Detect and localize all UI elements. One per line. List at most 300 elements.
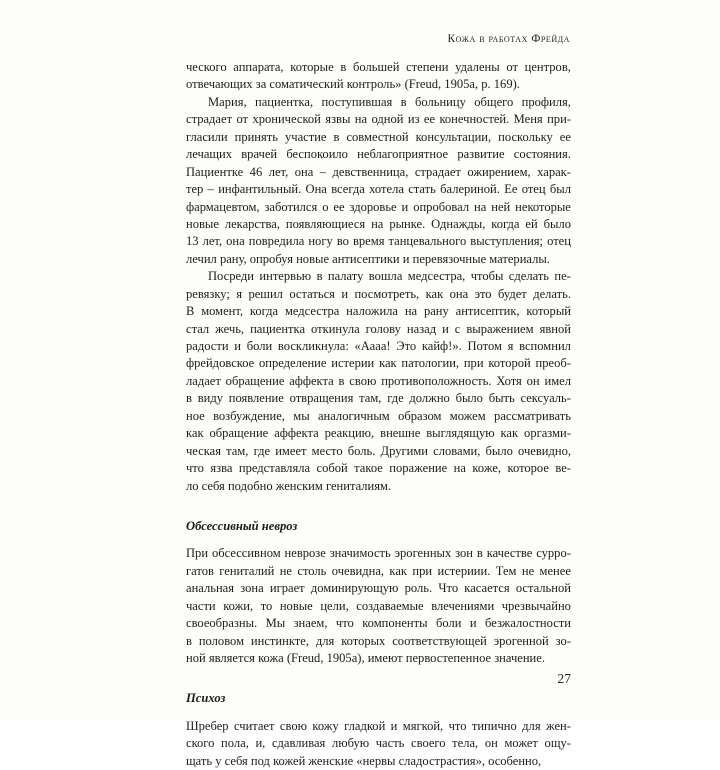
word: хотела [369, 182, 404, 197]
word: должно [409, 391, 450, 406]
word: выражением [466, 321, 534, 336]
text-line [186, 303, 571, 320]
word: как [500, 426, 519, 441]
word: во [336, 234, 349, 249]
word: качестве [486, 546, 533, 561]
word: считает [233, 718, 275, 733]
word: – [319, 164, 327, 179]
paragraph [186, 718, 571, 770]
word: палату [327, 269, 364, 284]
word: от [236, 112, 249, 127]
word: обращение [225, 373, 285, 388]
word: мягкой, [402, 718, 444, 733]
word: гатов [186, 563, 214, 578]
word: состояния. [513, 147, 571, 162]
word: принять [234, 129, 279, 144]
word: лекарства, [224, 216, 280, 231]
word: балериной. [440, 182, 500, 197]
word: от [506, 60, 518, 74]
word: влечениями [431, 598, 495, 613]
word: и [341, 286, 349, 301]
word: она [226, 234, 245, 249]
word: Тем [495, 563, 517, 578]
text-line [186, 598, 571, 615]
word: истерии [331, 356, 375, 371]
word: обращение [209, 426, 269, 441]
word: рынке. [389, 216, 426, 231]
word: Посреди [208, 269, 254, 284]
word: фрейдовское [186, 356, 255, 371]
word: и [469, 616, 477, 631]
word: которые [290, 60, 334, 74]
word: новые [186, 216, 219, 231]
word: решил [248, 286, 283, 301]
word: будет [497, 286, 527, 301]
word: больницу [414, 94, 466, 109]
text-line [186, 59, 571, 76]
word: коже, [472, 461, 502, 476]
word: своего [411, 736, 446, 751]
word: голову [365, 321, 401, 336]
word: Что [438, 581, 459, 596]
word: кожи, [223, 598, 254, 613]
word: эрогенной [493, 633, 549, 648]
word: гладкой [344, 718, 386, 733]
word: на [474, 199, 487, 214]
word: ревязку; [186, 286, 230, 301]
word: возбуждение, [213, 408, 285, 423]
word: отвращения [289, 391, 354, 406]
paragraph [186, 545, 571, 667]
text-line: щать у себя под кожей женские «нервы сладострастия», особенно, [186, 753, 542, 768]
text-line [186, 216, 571, 233]
word: большей [353, 60, 400, 74]
word: степени [406, 60, 449, 74]
text-line [186, 735, 571, 752]
word: на [453, 461, 466, 476]
word: преоб- [535, 356, 571, 371]
word: опробовал [413, 199, 470, 214]
word: удалены [455, 60, 500, 74]
word: боли [246, 339, 273, 353]
word: наложила [346, 304, 399, 319]
word: оргазми- [524, 426, 571, 441]
word: я [507, 339, 514, 353]
word: как [389, 563, 407, 578]
word: в [186, 391, 192, 406]
word: когда [249, 304, 279, 319]
word: Однажды, [431, 216, 486, 231]
word: своеобразны. [186, 616, 258, 631]
word: Хотя [496, 373, 522, 388]
spacer [186, 535, 571, 545]
word: мы [293, 408, 310, 423]
text-line [186, 146, 571, 163]
word: хронической [252, 112, 321, 127]
word: на [354, 112, 368, 127]
word: которой [488, 356, 531, 371]
word: соответствующей [392, 633, 487, 648]
word: поражение [389, 461, 448, 476]
word: ве- [555, 461, 571, 476]
word: ее [559, 129, 571, 144]
word: где [253, 443, 271, 458]
word: консультации, [415, 129, 492, 144]
word: танцевального [388, 234, 467, 249]
word: было [543, 216, 571, 231]
word: девственница, [332, 164, 409, 179]
word: при [412, 563, 433, 578]
text-line [186, 425, 571, 442]
word: появляющиеся [285, 216, 366, 231]
text-line [186, 633, 571, 650]
word: на [371, 216, 384, 231]
text-line [186, 94, 571, 111]
text-line [186, 268, 571, 285]
paragraph [186, 268, 571, 495]
word: страдает [186, 112, 233, 127]
word: тела, [452, 736, 479, 751]
word: было [485, 443, 513, 458]
word: сдавливая [271, 736, 326, 751]
word: зона [240, 581, 264, 596]
word: не [521, 563, 535, 578]
word: ожирением, [467, 164, 531, 179]
word: где [387, 391, 404, 406]
word: пола, [221, 736, 249, 751]
word: остальной [515, 581, 571, 596]
text-line [186, 338, 571, 355]
word: Мария, [208, 94, 247, 109]
word: то [260, 598, 273, 613]
word: 13 [186, 234, 199, 249]
word: пациентка, [255, 94, 314, 109]
word: половом [198, 633, 245, 648]
word: было [455, 391, 483, 406]
word: неблагоприятное [357, 147, 449, 162]
word: стать [408, 182, 436, 197]
text-line [186, 355, 571, 372]
word: там, [359, 391, 382, 406]
text-line: лечил рану, опробуя новые антисептики и перевязочные материалы. [186, 251, 550, 266]
word: медсестра, [407, 269, 466, 284]
word: сексуаль- [520, 391, 571, 406]
word: некоторые [515, 199, 571, 214]
word: аналогичным [317, 408, 390, 423]
word: выступления; [470, 234, 544, 249]
word: лет, [202, 234, 223, 249]
text-line [186, 408, 571, 425]
text-line [186, 443, 571, 460]
word: части [186, 598, 216, 613]
word: для [522, 718, 541, 733]
word: жен- [545, 718, 571, 733]
word: Другими [380, 443, 428, 458]
text-line [186, 111, 571, 128]
word: что [335, 616, 354, 631]
word: обсессивном [211, 546, 281, 561]
word: в [186, 633, 192, 648]
text-line: ной является кожа (Freud, 1905a), имеют первостепенное значение. [186, 651, 545, 666]
word: ее [423, 112, 436, 127]
word: выглядящую [426, 426, 495, 441]
word: Меня [513, 112, 543, 127]
word: беспокоило [286, 147, 348, 162]
word: что [186, 461, 204, 476]
word: посмотреть, [354, 286, 420, 301]
text-line [186, 615, 571, 632]
text-line: ло себя подобно женским гениталиям. [186, 478, 392, 493]
word: новые [279, 598, 313, 613]
word: развитие [457, 147, 505, 162]
word: инфантильный. [218, 182, 302, 197]
word: назад [406, 321, 437, 336]
word: медсестра [284, 304, 340, 319]
word: он [484, 736, 498, 751]
word: Это [396, 339, 417, 353]
word: чтобы [470, 269, 504, 284]
word: центров, [524, 60, 571, 74]
word: ского [186, 736, 215, 751]
word: вспомнил [519, 339, 571, 353]
word: аппарата, [233, 60, 284, 74]
word: и [234, 339, 242, 353]
word: на [404, 304, 418, 319]
word: антисептик, [455, 304, 520, 319]
word: Шребер [186, 718, 229, 733]
word: ней [491, 199, 511, 214]
word: эрогенных [394, 546, 452, 561]
word: имеет [275, 443, 307, 458]
word: что [448, 718, 467, 733]
word: фармацевтом, [186, 199, 260, 214]
word: при [463, 356, 484, 371]
spacer [186, 708, 571, 718]
word: и [390, 718, 398, 733]
word: пе- [554, 269, 571, 284]
word: лечащих [186, 147, 233, 162]
word: язва [210, 461, 233, 476]
word: ее [333, 199, 345, 214]
word: ческая [186, 443, 222, 458]
word: когда [491, 216, 520, 231]
word: жечь, [215, 321, 245, 336]
text-line [186, 373, 571, 390]
word: повредила [248, 234, 305, 249]
word: харак- [537, 164, 571, 179]
text-line [186, 718, 571, 735]
running-head: Кожа в работах Фрейда [447, 33, 570, 45]
word: в [316, 269, 323, 284]
word: «Аааа! [354, 339, 391, 353]
word: пациентка [250, 321, 306, 336]
word: создаваемые [356, 598, 424, 613]
word: которое [507, 461, 549, 476]
text-line [186, 199, 571, 216]
word: свою [279, 718, 307, 733]
word: всегда [331, 182, 365, 197]
word: и [401, 199, 409, 214]
word: ощу- [544, 736, 571, 751]
word: в [340, 60, 347, 74]
word: кайф!». [421, 339, 462, 353]
word: вошла [368, 269, 403, 284]
word: зо- [555, 633, 571, 648]
word: чрезвычайно [501, 598, 571, 613]
word: имел [544, 373, 571, 388]
word: менее [539, 563, 571, 578]
word: стал [186, 321, 210, 336]
word: делать. [533, 286, 571, 301]
word: откинула [311, 321, 360, 336]
text-line [186, 321, 571, 338]
word: доминирующую [310, 581, 399, 596]
word: язвы [325, 112, 351, 127]
word: в [400, 94, 407, 109]
text-line [186, 181, 571, 198]
text-line [186, 286, 571, 303]
word: реакцию, [324, 426, 375, 441]
text-line: отвечающих за соматический контроль» (Freud, 1905a, p. 169). [186, 77, 520, 92]
word: тер [186, 182, 204, 197]
word: гласили [186, 129, 228, 144]
word: собой [316, 461, 348, 476]
text-line [186, 233, 571, 250]
word: время [352, 234, 385, 249]
word: В [186, 304, 195, 319]
spacer [186, 495, 571, 518]
word: роль. [404, 581, 433, 596]
word: ей [525, 216, 538, 231]
word: Пациентке [186, 164, 244, 179]
word: очевидна, [331, 563, 385, 578]
word: поступившая [321, 94, 393, 109]
text-line [186, 129, 571, 146]
word: патологии, [401, 356, 460, 371]
word: гениталий [219, 563, 275, 578]
word: который [526, 304, 571, 319]
word: поскольку [498, 129, 553, 144]
word: о [322, 199, 329, 214]
paragraph [186, 59, 571, 94]
section-heading: Психоз [186, 691, 226, 706]
word: знаем, [293, 616, 328, 631]
word: и [442, 321, 449, 336]
word: Мы [265, 616, 286, 631]
word: неврозе [284, 546, 326, 561]
word: не [279, 563, 292, 578]
word: остаться [289, 286, 335, 301]
word: образом [398, 408, 442, 423]
word: боли [435, 616, 462, 631]
word: определение [259, 356, 327, 371]
word: сделать [508, 269, 550, 284]
word: Она [305, 182, 327, 197]
word: как [379, 356, 397, 371]
word: как [186, 426, 204, 441]
word: врачей [241, 147, 278, 162]
word: для [315, 633, 335, 648]
word: рассматривать [494, 408, 571, 423]
word: лет, [268, 164, 289, 179]
word: может [504, 736, 538, 751]
word: явной [539, 321, 571, 336]
page-number: 27 [557, 671, 571, 686]
word: противоположность. [381, 373, 492, 388]
paragraph [186, 94, 571, 268]
word: интервью [259, 269, 312, 284]
word: воскликнула: [277, 339, 349, 353]
word: конечностей. [439, 112, 510, 127]
word: внешне [380, 426, 421, 441]
word: – [207, 182, 214, 197]
word: типично [471, 718, 517, 733]
text-line [186, 164, 571, 181]
word: был [549, 182, 571, 197]
word: играет [269, 581, 305, 596]
word: ное [186, 408, 205, 423]
word: представляла [238, 461, 311, 476]
word: аффекта [289, 373, 334, 388]
word: При [186, 546, 209, 561]
word: и, [255, 736, 266, 751]
word: участие [285, 129, 327, 144]
word: можем [449, 408, 486, 423]
word: свою [349, 373, 377, 388]
word: место [311, 443, 343, 458]
word: это [474, 286, 492, 301]
section-heading: Обсессивный невроз [186, 518, 298, 533]
text-line [186, 390, 571, 407]
word: заботился [264, 199, 318, 214]
word: отец [521, 182, 546, 197]
word: касается [464, 581, 510, 596]
word: быть [488, 391, 515, 406]
word: отец [547, 234, 571, 249]
word: кожу [312, 718, 339, 733]
word: как [425, 286, 444, 301]
word: безжалостности [485, 616, 571, 631]
word: боль. [347, 443, 376, 458]
word: сурро- [536, 546, 571, 561]
word: истериии. [437, 563, 491, 578]
word: Ее [504, 182, 518, 197]
word: компоненты [362, 616, 428, 631]
word: аффекта [274, 426, 319, 441]
word: словами, [433, 443, 481, 458]
word: часть [375, 736, 405, 751]
word: момент, [201, 304, 244, 319]
word: инстинкте, [250, 633, 309, 648]
word: здоровье [349, 199, 397, 214]
word: значимость [329, 546, 391, 561]
word: профиля, [521, 94, 571, 109]
word: я [236, 286, 243, 301]
word: ческого [186, 60, 227, 74]
word: ногу [308, 234, 333, 249]
word: одной [371, 112, 404, 127]
body-text-block [186, 59, 571, 770]
word: такое [354, 461, 383, 476]
word: в [476, 546, 483, 561]
text-line [186, 460, 571, 477]
word: в [333, 129, 340, 144]
word: там, [226, 443, 249, 458]
word: виду [197, 391, 223, 406]
word: ладает [186, 373, 221, 388]
text-line [186, 545, 571, 562]
word: страдает [414, 164, 461, 179]
